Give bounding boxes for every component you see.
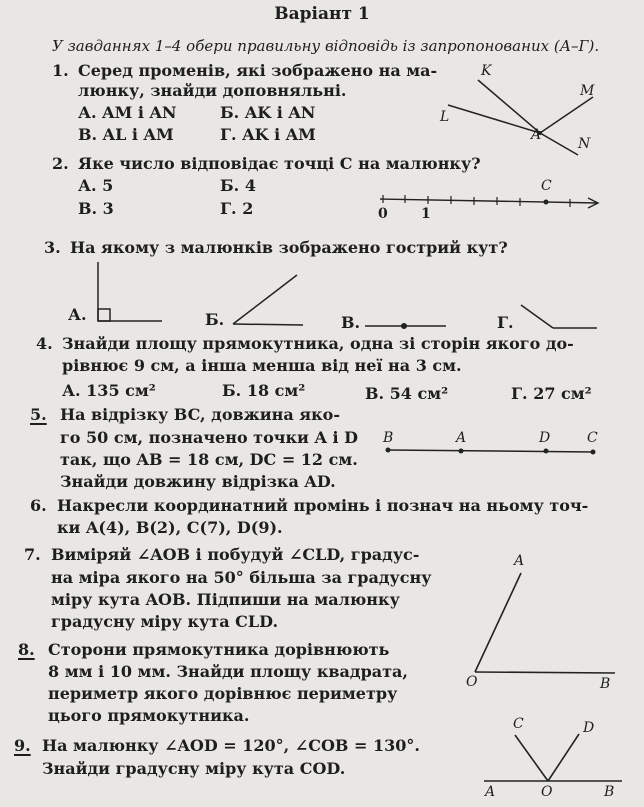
label-c: C — [513, 716, 524, 732]
label-b: B — [383, 430, 394, 446]
q7-number: 7. — [24, 545, 41, 564]
q3-option-c: В. — [341, 313, 361, 332]
q9-text-line2: Знайди градусну міру кута COD. — [42, 759, 346, 778]
q3-option-d: Г. — [497, 313, 514, 332]
label-c: C — [541, 178, 552, 194]
q6-text-line2: ки A(4), B(2), C(7), D(9). — [57, 518, 283, 537]
q2-option-b: Б. 4 — [220, 176, 256, 195]
q1-option-c: В. AL і AM — [78, 125, 174, 144]
label-o: O — [466, 674, 478, 690]
label-m: M — [580, 83, 595, 99]
q5-text-line2: го 50 см, позначено точки A і D — [60, 428, 358, 447]
q2-option-a: А. 5 — [78, 176, 114, 195]
q4-text-line2: рівнює 9 см, а інша менша від неї на 3 см. — [62, 356, 462, 375]
q2-number: 2. — [52, 154, 69, 173]
q4-option-b: Б. 18 см² — [222, 381, 306, 400]
q1-option-b: Б. AK і AN — [220, 103, 316, 122]
page-title: Варіант 1 — [274, 4, 370, 24]
label-a: A — [531, 127, 542, 143]
q1-text-line2: люнку, знайди доповняльні. — [78, 81, 347, 100]
q4-text-line1: Знайди площу прямокутника, одна зі сторін якого до- — [62, 334, 574, 353]
q8-text-line2: 8 мм і 10 мм. Знайди площу квадрата, — [48, 662, 408, 681]
q6-text-line1: Накресли координатний промінь і познач на ньому точ- — [57, 496, 589, 515]
label-b: B — [604, 784, 615, 800]
q3-option-b: Б. — [205, 310, 225, 329]
q8-text-line3: периметр якого дорівнює периметру — [48, 684, 398, 703]
q2-option-c: В. 3 — [78, 199, 114, 218]
q3-text: На якому з малюнків зображено гострий кут? — [70, 238, 508, 257]
tick-label-one: 1 — [421, 206, 431, 222]
label-o: O — [541, 784, 553, 800]
q3-option-a: А. — [68, 305, 87, 324]
q5-text-line3: так, що AB = 18 см, DC = 12 см. — [60, 450, 358, 469]
q2-option-d: Г. 2 — [220, 199, 254, 218]
q2-text: Яке число відповідає точці C на малюнку? — [78, 154, 481, 173]
q7-text-line3: міру кута AOB. Підпиши на малюнку — [51, 590, 400, 609]
q9-number: 9. — [14, 736, 31, 755]
label-a: A — [514, 553, 525, 569]
q7-text-line2: на міра якого на 50° більша за градусну — [51, 568, 432, 587]
q7-text-line4: градусну міру кута CLD. — [51, 612, 279, 631]
tick-label-zero: 0 — [378, 206, 388, 222]
label-a: A — [456, 430, 467, 446]
q5-number: 5. — [30, 405, 47, 424]
q4-option-d: Г. 27 см² — [511, 384, 592, 403]
q1-option-a: А. AM і AN — [78, 103, 177, 122]
q1-text-line1: Серед променів, які зображено на ма- — [78, 61, 438, 80]
q5-text-line4: Знайди довжину відрізка AD. — [60, 472, 336, 491]
q7-text-line1: Виміряй ∠AOB і побудуй ∠CLD, градус- — [51, 545, 420, 564]
q9-text-line1: На малюнку ∠AOD = 120°, ∠COB = 130°. — [42, 736, 420, 755]
q1-option-d: Г. AK і AM — [220, 125, 316, 144]
q8-text-line4: цього прямокутника. — [48, 706, 250, 725]
label-a: A — [485, 784, 496, 800]
q4-option-a: А. 135 см² — [62, 381, 156, 400]
label-c: C — [587, 430, 598, 446]
label-l: L — [440, 109, 450, 125]
q4-option-c: В. 54 см² — [365, 384, 449, 403]
label-b: B — [600, 676, 611, 692]
q6-number: 6. — [30, 496, 47, 515]
q5-text-line1: На відрізку BC, довжина яко- — [60, 405, 340, 424]
q8-number: 8. — [18, 640, 35, 659]
q4-number: 4. — [36, 334, 53, 353]
label-d: D — [539, 430, 551, 446]
q8-text-line1: Сторони прямокутника дорівнюють — [48, 640, 390, 659]
label-d: D — [583, 720, 595, 736]
q1-number: 1. — [52, 61, 69, 80]
label-n: N — [578, 136, 591, 152]
label-k: K — [481, 63, 492, 79]
q3-number: 3. — [44, 238, 61, 257]
instructions: У завданнях 1–4 обери правильну відповідь із запропонованих (А–Г). — [52, 37, 600, 55]
